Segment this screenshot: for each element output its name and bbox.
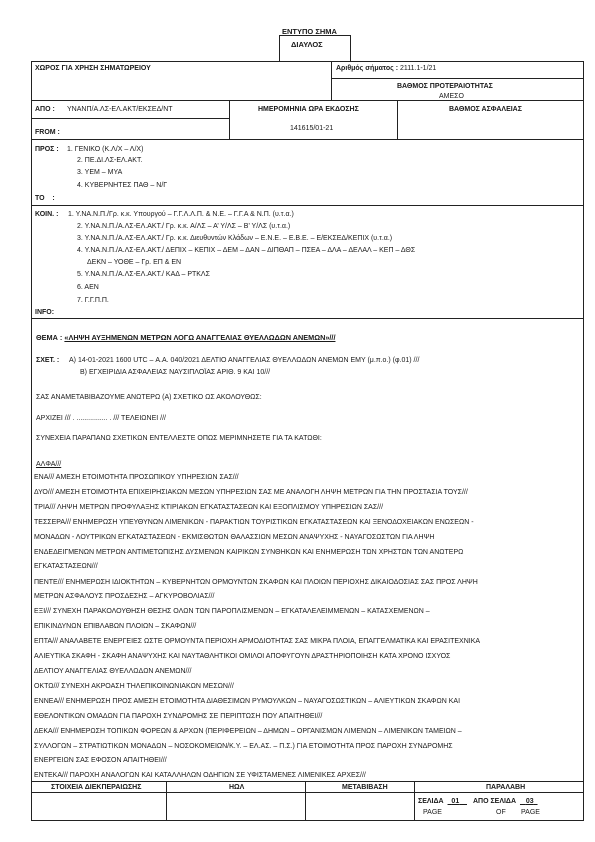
divider	[414, 781, 415, 821]
page-en-2: PAGE	[521, 809, 540, 816]
body-line: ΤΕΣΣΕΡΑ/// ΕΝΗΜΕΡΩΣΗ ΥΠΕΥΘΥΝΩΝ ΛΙΜΕΝΙΚΩΝ - ΠΑΡΑΚΤΙΩΝ ΤΟΥΡΙΣΤΙΚΩΝ ΕΓΚΑΤΑΣΤΑΣΕΩΝ ΚΑΙ ΞΕΝΟΔΟΧΕΙΑΚΩΝ ΕΝΩΣΕΩΝ -	[34, 519, 474, 526]
priority-label: ΒΑΘΜΟΣ ΠΡΟΤΕΡΑΙΟΤΗΤΑΣ	[397, 83, 493, 90]
body-line: ΔΕΚΑ/// ΕΝΗΜΕΡΩΣΗ ΤΟΠΙΚΩΝ ΦΟΡΕΩΝ & ΑΡΧΩΝ (ΠΕΡΙΦΕΡΕΙΩΝ – ΔΗΜΩΝ – ΟΡΓΑΝΙΣΜΩΝ ΛΙΜΕΝΩΝ – ΛΙΜΕΝΙΚΩΝ ΤΑΜΕΙΩΝ –	[34, 728, 462, 735]
forward-text: ΣΑΣ ΑΝΑΜΕΤΑΒΙΒΑΖΟΥΜΕ ΑΝΩΤΕΡΩ (Α) ΣΧΕΤΙΚΟ ΩΣ ΑΚΟΛΟΥΘΩΣ:	[36, 394, 262, 401]
divider	[31, 118, 229, 119]
pros-label: ΠΡΟΣ :	[35, 146, 59, 153]
subject-value: «ΛΗΨΗ ΑΥΞΗΜΕΝΩΝ ΜΕΤΡΩΝ ΛΟΓΩ ΑΝΑΓΓΕΛΙΑΣ ΘΥΕΛΛΩΔΩΝ ΑΝΕΜΩΝ»///	[64, 333, 336, 342]
copy-item: ΔΕΚΝ – ΥΟΘΕ – Γρ. ΕΠ & ΕΝ	[87, 259, 182, 266]
recipient-item: 1. ΓΕΝΙΚΟ (Κ.Λ/Χ – Λ/Χ)	[67, 146, 144, 153]
divider	[31, 781, 584, 782]
divider	[331, 61, 332, 100]
copy-item: 1. Υ.ΝΑ.Ν.Π./Γρ. κ.κ. Υπουργού – Γ.Γ.Λ.Λ.Π. & Ν.Ε. – Γ.Γ.Α & Ν.Π. (υ.τ.α.)	[68, 211, 294, 218]
body-line: ΕΓΚΑΤΑΣΤΑΣΕΩΝ///	[34, 563, 98, 570]
apo-label: ΑΠΟ :	[35, 106, 55, 113]
of-label: ΑΠΟ ΣΕΛΙΔΑ	[472, 798, 517, 805]
recipient-item: 3. ΥΕΜ – ΜΥΑ	[77, 169, 123, 176]
from-label: FROM :	[35, 129, 60, 136]
intro-text: ΣΥΝΕΧΕΙΑ ΠΑΡΑΠΑΝΩ ΣΧΕΤΙΚΩΝ ΕΝΤΕΛΛΕΣΤΕ ΟΠΩΣ ΜΕΡΙΜΝΗΣΕΤΕ ΓΙΑ ΤΑ ΚΑΤΩΘΙ:	[36, 435, 322, 442]
of-en: OF	[496, 809, 506, 816]
body-line: ΕΞΙ/// ΣΥΝΕΧΗ ΠΑΡΑΚΟΛΟΥΘΗΣΗ ΘΕΣΗΣ ΟΛΩΝ ΤΩΝ ΠΑΡΟΠΛΙΣΜΕΝΩΝ – ΕΓΚΑΤΑΛΕΛΕΙΜΜΕΝΩΝ – ΚΑΤΑΣΧΕΜΕΝΩΝ –	[34, 608, 430, 615]
body-line: ΕΠΤΑ/// ΑΝΑΛΑΒΕΤΕ ΕΝΕΡΓΕΙΕΣ ΩΣΤΕ ΟΡΜΟΥΝΤΑ ΠΕΡΙΟΧΗ ΑΡΜΟΔΙΟΤΗΤΑΣ ΣΑΣ ΜΙΚΡΑ ΠΛΟΙΑ, ΕΠΑΓΓΕΛΜΑΤΙΚΑ ΚΑΙ ΕΡΑΣΙΤΕΧΝΙΚΑ	[34, 638, 481, 645]
recipient-item: 4. ΚΥΒΕΡΝΗΤΕΣ ΠΑΘ – Ν/Γ	[77, 182, 168, 189]
footer-col-receipt: ΠΑΡΑΛΑΒΗ	[486, 784, 526, 791]
copy-item: 2. Υ.ΝΑ.Ν.Π./Α.ΛΣ-ΕΛ.ΑΚΤ./ Γρ. κ.κ. Α/ΛΣ – Α’ Υ/ΛΣ – Β’ Υ/ΛΣ (υ.τ.α.)	[77, 223, 291, 230]
page-numbering	[418, 797, 538, 806]
recipient-item: 2. ΠΕ.ΔΙ.ΛΣ-ΕΛ.ΑΚΤ.	[77, 157, 143, 164]
page-number	[448, 798, 467, 805]
copy-item: 5. Υ.ΝΑ.Ν.Π./Α.ΛΣ-ΕΛ.ΑΚΤ./ ΚΑΔ – ΡΤΚΛΣ	[77, 271, 210, 278]
koin-label: ΚΟΙΝ. :	[35, 211, 59, 218]
divider	[31, 318, 584, 319]
apo-value: ΥΝΑΝΠ/Α.ΛΣ-ΕΛ.ΑΚΤ/ΕΚΣΕΔ/ΝΤ	[67, 106, 173, 113]
page-total	[520, 798, 538, 805]
subject	[36, 333, 335, 342]
body-line: ΤΡΙΑ/// ΛΗΨΗ ΜΕΤΡΩΝ ΠΡΟΦΥΛΑΞΗΣ ΚΤΙΡΙΑΚΩΝ ΕΓΚΑΤΑΣΤΑΣΕΩΝ ΚΑΙ ΕΞΟΠΛΙΣΜΟΥ ΥΠΗΡΕΣΙΩΝ ΣΑΣ///	[34, 504, 384, 511]
page-total-value: 03	[525, 798, 534, 805]
reference-a: Α) 14-01-2021 1600 UTC – Α.Α. 040/2021 ΔΕΛΤΙΟ ΑΝΑΓΓΕΛΙΑΣ ΘΥΕΛΛΩΔΩΝ ΑΝΕΜΩΝ ΕΜΥ (μ.π.ο.) (φ.01) ///	[69, 357, 420, 364]
to-label: TO :	[35, 195, 55, 202]
footer-col-time: ΗΩΛ	[229, 784, 245, 791]
divider	[31, 100, 584, 101]
security-label: ΒΑΘΜΟΣ ΑΣΦΑΛΕΙΑΣ	[449, 106, 522, 113]
body-line: ΜΟΝΑΔΩΝ - ΛΟΥΤΡΙΚΩΝ ΕΓΚΑΤΑΣΤΑΣΕΩΝ - ΕΚΜΙΣΘΩΤΩΝ ΘΑΛΑΣΣΙΩΝ ΜΕΣΩΝ ΑΝΑΨΥΧΗΣ - ΝΑΥΑΓΟΣΩΣΤΩΝ ΓΙΑ ΛΗΨΗ	[34, 534, 435, 541]
copy-item: 7. Γ.Γ.Π.Π.	[77, 297, 109, 304]
start-end-text: ΑΡΧΙΖΕΙ /// . ................ . /// ΤΕΛΕΙΩΝΕΙ ///	[36, 415, 166, 422]
body-line: ΣΥΛΛΟΓΩΝ – ΣΤΡΑΤΙΩΤΙΚΩΝ ΜΟΝΑΔΩΝ – ΝΟΣΟΚΟΜΕΙΩΝ/Κ.Υ. – ΕΛ.ΑΣ. – Π.Σ.) ΓΙΑ ΕΤΟΙΜΟΤΗΤΑ ΠΡΟΣ ΠΑΡΟΧΗ ΣΥΝΔΡΟΜΗΣ	[34, 743, 453, 750]
page-en: PAGE	[423, 809, 442, 816]
signal-office-label: ΧΩΡΟΣ ΓΙΑ ΧΡΗΣΗ ΣΗΜΑΤΩΡΕΙΟΥ	[35, 65, 151, 72]
body-line: ΕΠΙΚΙΝΔΥΝΩΝ ΕΠΙΒΛΑΒΩΝ ΠΛΟΙΩΝ – ΣΚΑΦΩΝ///	[34, 623, 197, 630]
body-line: ΕΘΕΛΟΝΤΙΚΩΝ ΟΜΑΔΩΝ ΓΙΑ ΠΑΡΟΧΗ ΣΥΝΔΡΟΜΗΣ ΣΕ ΠΕΡΙΠΤΩΣΗ ΠΟΥ ΑΠΑΙΤΗΘΕΙ///	[34, 713, 323, 720]
copy-item: 4. Υ.ΝΑ.Ν.Π./Α.ΛΣ-ΕΛ.ΑΚΤ./ ΔΕΠΙΧ – ΚΕΠΙΧ – ΔΕΜ – ΔΑΝ – ΔΙΠΘΑΠ – ΠΣΕΑ – ΔΛΑ – ΔΕΛΑΛ – ΚΕΠ – ΔΘΣ	[77, 247, 416, 254]
page-number-value: 01	[451, 798, 460, 805]
page-label: ΣΕΛΙΔΑ	[418, 798, 444, 805]
reference-b: Β) ΕΓΧΕΙΡΙΔΙΑ ΑΣΦΑΛΕΙΑΣ ΝΑΥΣΙΠΛΟΪΑΣ ΑΡΙΘ. 9 ΚΑΙ 10///	[80, 369, 271, 376]
subject-label: ΘΕΜΑ :	[36, 333, 63, 342]
body-line: ΔΥΟ/// ΑΜΕΣΗ ΕΤΟΙΜΟΤΗΤΑ ΕΠΙΧΕΙΡΗΣΙΑΚΩΝ ΜΕΣΩΝ ΥΠΗΡΕΣΙΩΝ ΣΑΣ ΜΕ ΑΝΑΛΟΓΗ ΛΗΨΗ ΜΕΤΡΩΝ ΓΙΑ ΤΗΝ ΠΡΟΣΤΑΣΙΑ ΤΟΥΣ///	[34, 489, 468, 496]
divider	[397, 100, 398, 139]
info-label: INFO:	[35, 309, 55, 316]
copy-item: 6. ΑΕΝ	[77, 284, 99, 291]
body-line: ΕΝΕΡΓΕΙΩΝ ΣΑΣ ΕΦΟΣΟΝ ΑΠΑΙΤΗΘΕΙ///	[34, 757, 167, 764]
body-line: ΕΝΝΕΑ/// ΕΝΗΜΕΡΩΣΗ ΠΡΟΣ ΑΜΕΣΗ ΕΤΟΙΜΟΤΗΤΑ ΔΙΑΘΕΣΙΜΩΝ ΡΥΜΟΥΛΚΩΝ – ΝΑΥΑΓΟΣΩΣΤΙΚΩΝ – ΑΛΙΕΥΤΙΚΩΝ ΣΚΑΦΩΝ ΚΑΙ	[34, 698, 461, 705]
datetime-value: 141615/01-21	[290, 125, 334, 132]
reference-label: ΣΧΕΤ. :	[36, 357, 60, 364]
body-line: ΕΝΑ/// ΑΜΕΣΗ ΕΤΟΙΜΟΤΗΤΑ ΠΡΟΣΩΠΙΚΟΥ ΥΠΗΡΕΣΙΩΝ ΣΑΣ///	[34, 474, 239, 481]
divider	[31, 792, 584, 793]
datetime-label: ΗΜΕΡΟΜΗΝΙΑ ΩΡΑ ΕΚΔΟΣΗΣ	[258, 106, 359, 113]
form-title: ΕΝΤΥΠΟ ΣΗΜΑ	[282, 27, 337, 36]
footer-col-processing: ΣΤΟΙΧΕΙΑ ΔΙΕΚΠΕΡΑΙΩΣΗΣ	[51, 784, 142, 791]
body-line: ΕΝΤΕΚΑ/// ΠΑΡΟΧΗ ΑΝΑΛΟΓΩΝ ΚΑΙ ΚΑΤΑΛΛΗΛΩΝ ΟΔΗΓΙΩΝ ΣΕ ΥΦΙΣΤΑΜΕΝΕΣ ΛΙΜΕΝΙΚΕΣ ΑΡΧΕΣ///	[34, 772, 366, 779]
divider	[229, 100, 230, 139]
body-line: ΕΝΔΕΔΕΙΓΜΕΝΩΝ ΜΕΤΡΩΝ ΑΝΤΙΜΕΤΩΠΙΣΗΣ ΔΥΣΜΕΝΩΝ ΚΑΙΡΙΚΩΝ ΣΥΝΘΗΚΩΝ ΚΑΙ ΕΝΗΜΕΡΩΣΗ ΤΩΝ ΧΡΗΣΤΩΝ ΤΩΝ ΑΝΩΤΕΡΩ	[34, 549, 464, 556]
divider	[31, 205, 584, 206]
divider	[331, 78, 584, 79]
form-subtitle: ΔΙΑΥΛΟΣ	[291, 40, 323, 49]
alpha-heading: ΑΛΦΑ///	[36, 461, 62, 468]
signal-number-value: 2111.1-1/21	[399, 65, 437, 72]
body-line: ΠΕΝΤΕ/// ΕΝΗΜΕΡΩΣΗ ΙΔΙΟΚΤΗΤΩΝ – ΚΥΒΕΡΝΗΤΩΝ ΟΡΜΟΥΝΤΩΝ ΣΚΑΦΩΝ ΚΑΙ ΠΛΟΙΩΝ ΠΕΡΙΟΧΗΣ ΔΙΚΑΙΟΔΟΣΙΑΣ ΣΑΣ ΠΡΟΣ ΛΗΨΗ	[34, 579, 478, 586]
signal-number-label: Αριθμός σήματος :	[336, 65, 399, 72]
signal-number	[336, 64, 436, 73]
divider	[305, 781, 306, 821]
body-line: ΔΕΛΤΙΟΥ ΑΝΑΓΓΕΛΙΑΣ ΘΥΕΛΛΩΔΩΝ ΑΝΕΜΩΝ///	[34, 668, 192, 675]
copy-item: 3. Υ.ΝΑ.Ν.Π./Α.ΛΣ-ΕΛ.ΑΚΤ./ Γρ. κ.κ. Διευθυντών Κλάδων – Ε.Ν.Ε. – Ε.Β.Ε. – Ε/ΕΚΣΕΔ/ΚΕΠΙΧ (υ.τ.α.)	[77, 235, 393, 242]
body-line: ΟΚΤΩ/// ΣΥΝΕΧΗ ΑΚΡΟΑΣΗ ΤΗΛΕΠΙΚΟΙΝΩΝΙΑΚΩΝ ΜΕΣΩΝ///	[34, 683, 234, 690]
divider	[31, 139, 584, 140]
priority-value: ΑΜΕΣΟ	[439, 93, 464, 100]
footer-col-transmission: ΜΕΤΑΒΙΒΑΣΗ	[342, 784, 388, 791]
body-line: ΜΕΤΡΩΝ ΑΣΦΑΛΟΥΣ ΠΡΟΣΔΕΣΗΣ – ΑΓΚΥΡΟΒΟΛΙΑΣ///	[34, 593, 215, 600]
body-line: ΑΛΙΕΥΤΙΚΑ ΣΚΑΦΗ - ΣΚΑΦΗ ΑΝΑΨΥΧΗΣ ΚΑΙ ΝΑΥΤΑΘΛΗΤΙΚΟΙ ΟΜΙΛΟΙ ΑΠΟΦΥΓΟΥΝ ΔΡΑΣΤΗΡΙΟΠΟΙΗΣΗ ΚΑΤΑ ΧΡΟΝΟ ΙΣΧΥΟΣ	[34, 653, 451, 660]
divider	[166, 781, 167, 821]
